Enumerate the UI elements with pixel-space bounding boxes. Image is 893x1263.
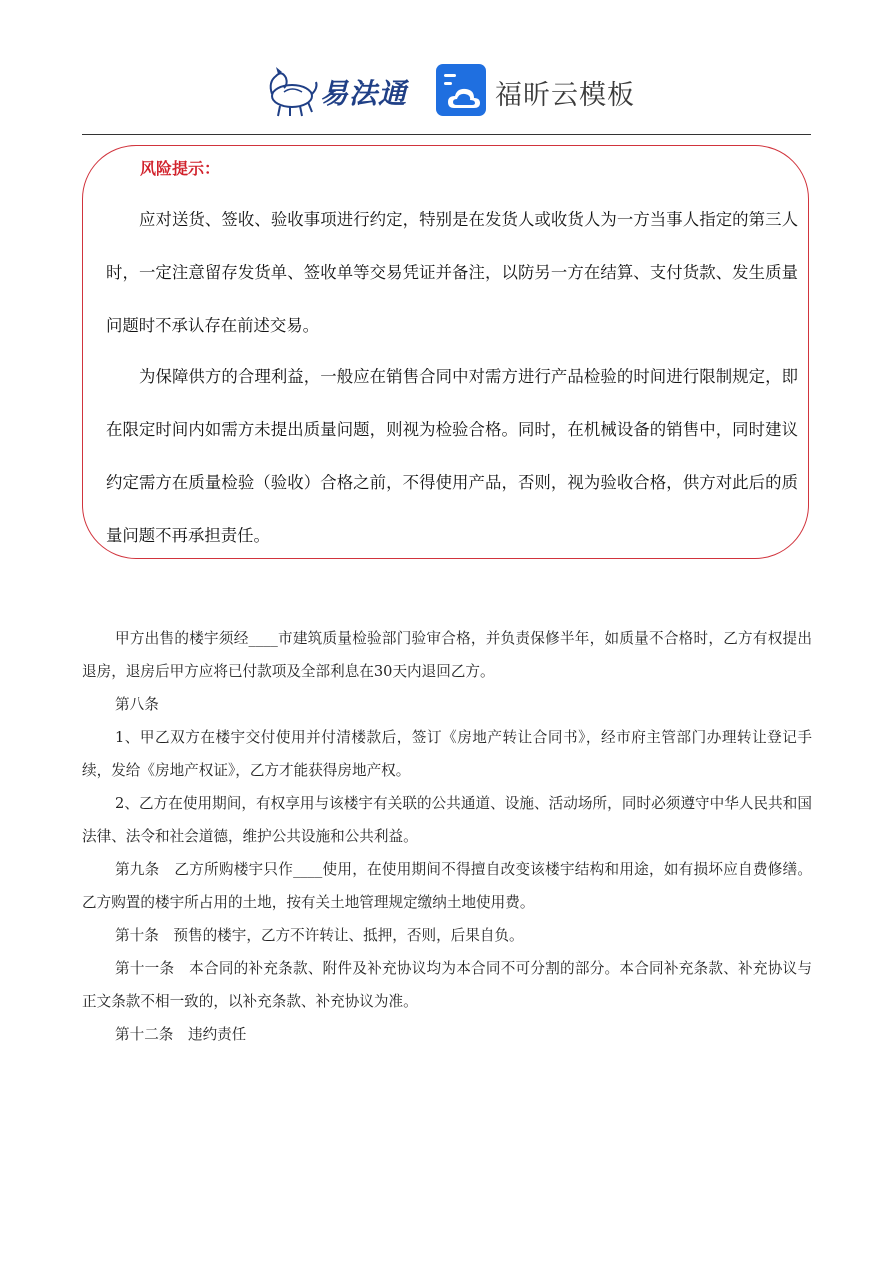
risk-paragraph: 为保障供方的合理利益，一般应在销售合同中对需方进行产品检验的时间进行限制规定，即在限定时间内如需方未提出质量问题，则视为检验合格。同时，在机械设备的销售中，同时建议约定需方在质量检验（验收）合格之前，不得使用产品，否则，视为验收合格，供方对此后的质量问题不再承担责任。	[106, 367, 798, 545]
contract-paragraph: 甲方出售的楼宇须经____市建筑质量检验部门验审合格，并负责保修半年，如质量不合格时，乙方有权提出退房，退房后甲方应将已付款项及全部利息在30天内退回乙方。	[82, 630, 812, 680]
article-heading: 第十二条 违约责任	[115, 1026, 247, 1043]
risk-title: 风险提示：	[140, 159, 221, 178]
header-divider	[82, 134, 811, 135]
contract-paragraph: 1、甲乙双方在楼宇交付使用并付清楼款后，签订《房地产转让合同书》，经市府主管部门办理转让登记手续，发给《房地产权证》，乙方才能获得房地产权。	[82, 729, 812, 779]
risk-paragraph: 应对送货、签收、验收事项进行约定，特别是在发货人或收货人为一方当事人指定的第三人时，一定注意留存发货单、签收单等交易凭证并备注，以防另一方在结算、支付货款、发生质量问题时不承认存在前述交易。	[106, 210, 798, 335]
logo-right-text: 福昕云模板	[495, 80, 635, 111]
qilin-emblem-icon	[262, 64, 320, 118]
contract-paragraph: 第十一条 本合同的补充条款、附件及补充协议均为本合同不可分割的部分。本合同补充条款、补充协议与正文条款不相一致的，以补充条款、补充协议为准。	[82, 960, 812, 1010]
contract-paragraph: 2、乙方在使用期间，有权享用与该楼宇有关联的公共通道、设施、活动场所，同时必须遵守中华人民共和国法律、法令和社会道德，维护公共设施和公共利益。	[82, 795, 812, 845]
yifatong-logo	[262, 64, 422, 118]
logo-left-text: 易法通	[320, 77, 408, 110]
article-heading: 第八条	[115, 696, 159, 713]
cloud-document-icon	[436, 64, 486, 116]
contract-paragraph: 第十条 预售的楼宇，乙方不许转让、抵押，否则，后果自负。	[115, 927, 524, 944]
page-header	[0, 56, 893, 126]
contract-paragraph: 第九条 乙方所购楼宇只作____使用，在使用期间不得擅自改变该楼宇结构和用途，如有损坏应自费修缮。乙方购置的楼宇所占用的土地，按有关土地管理规定缴纳土地使用费。	[82, 861, 812, 911]
contract-body	[82, 622, 812, 1051]
